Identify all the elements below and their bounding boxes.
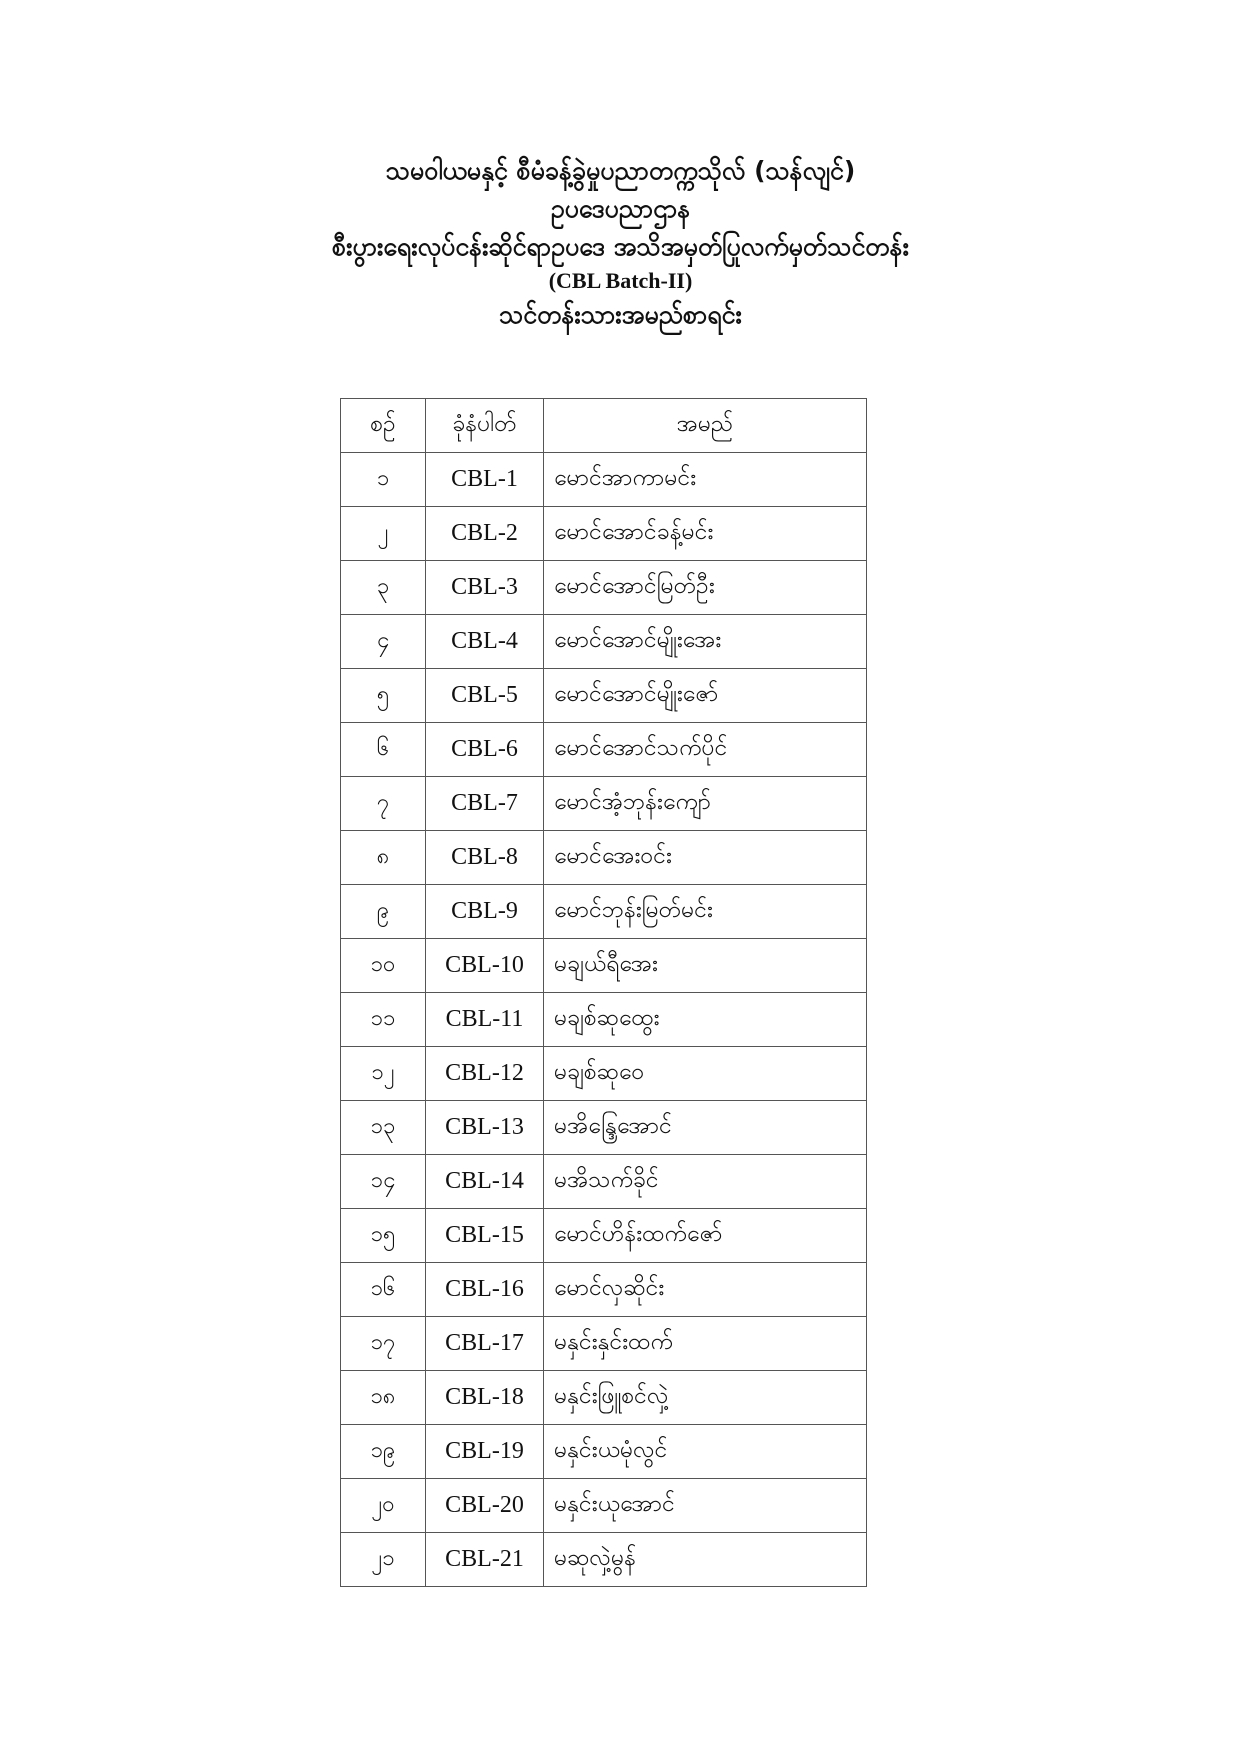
table-row [341,1479,867,1533]
table-row [341,1371,867,1425]
row-serial: ၄ [341,615,426,669]
university-name: သမဝါယမနှင့် စီမံခန့်ခွဲမှုပညာတက္ကသိုလ် (သန်လျင်) [385,156,856,185]
row-roll-number: CBL-12 [426,1047,544,1101]
row-student-name: မချစ်ဆုထွေး [544,993,867,1047]
column-header-serial: စဉ် [341,399,426,453]
row-serial: ၂၁ [341,1533,426,1587]
table-row [341,669,867,723]
row-serial: ၆ [341,723,426,777]
table-row [341,561,867,615]
row-student-name: မောင်လှဆိုင်း [544,1263,867,1317]
row-serial: ၁၁ [341,993,426,1047]
row-student-name: မောင်အံ့ဘုန်းကျော် [544,777,867,831]
row-roll-number: CBL-8 [426,831,544,885]
row-serial: ၁၇ [341,1317,426,1371]
table-row [341,1533,867,1587]
batch-label: (CBL Batch-II) [548,268,693,293]
row-roll-number: CBL-9 [426,885,544,939]
row-roll-number: CBL-1 [426,453,544,507]
row-student-name: မောင်အောင်မျိုးဇော် [544,669,867,723]
column-header-roll-number: ခုံနံပါတ် [426,399,544,453]
row-student-name: မောင်အောင်သက်ပိုင် [544,723,867,777]
row-student-name: မနှင်းယုအောင် [544,1479,867,1533]
row-student-name: မောင်အောင်မြတ်ဦး [544,561,867,615]
row-serial: ၂ [341,507,426,561]
table-row [341,831,867,885]
row-roll-number: CBL-21 [426,1533,544,1587]
row-roll-number: CBL-20 [426,1479,544,1533]
table-row [341,723,867,777]
table-row [341,993,867,1047]
row-student-name: မောင်အာကာမင်း [544,453,867,507]
row-student-name: မောင်အောင်ခန့်မင်း [544,507,867,561]
row-serial: ၁၄ [341,1155,426,1209]
row-student-name: မောင်အေးဝင်း [544,831,867,885]
table-row [341,1263,867,1317]
row-serial: ၁၂ [341,1047,426,1101]
row-roll-number: CBL-10 [426,939,544,993]
row-roll-number: CBL-2 [426,507,544,561]
row-roll-number: CBL-16 [426,1263,544,1317]
table-row [341,453,867,507]
row-roll-number: CBL-3 [426,561,544,615]
table-row [341,1101,867,1155]
row-serial: ၁၃ [341,1101,426,1155]
row-roll-number: CBL-11 [426,993,544,1047]
table-row [341,1425,867,1479]
table-row [341,1047,867,1101]
row-roll-number: CBL-17 [426,1317,544,1371]
table-header-row [341,399,867,453]
row-student-name: မဆုလှဲ့မွန် [544,1533,867,1587]
row-serial: ၉ [341,885,426,939]
document-header [0,152,1241,334]
row-serial: ၁၅ [341,1209,426,1263]
row-student-name: မနှင်းယမုံလွင် [544,1425,867,1479]
row-serial: ၁၆ [341,1263,426,1317]
row-roll-number: CBL-5 [426,669,544,723]
row-roll-number: CBL-6 [426,723,544,777]
table-row [341,1317,867,1371]
row-serial: ၅ [341,669,426,723]
table-row [341,615,867,669]
row-roll-number: CBL-18 [426,1371,544,1425]
row-roll-number: CBL-15 [426,1209,544,1263]
student-roster-table [340,398,867,1587]
table-row [341,885,867,939]
table-row [341,507,867,561]
row-student-name: မချစ်ဆုဝေ [544,1047,867,1101]
row-roll-number: CBL-7 [426,777,544,831]
row-serial: ၃ [341,561,426,615]
row-serial: ၁၉ [341,1425,426,1479]
table-row [341,777,867,831]
row-student-name: မအိသက်ခိုင် [544,1155,867,1209]
course-title: စီးပွားရေးလုပ်ငန်းဆိုင်ရာဥပဒေ အသိအမှတ်ပြုလက်မှတ်သင်တန်း [332,232,909,261]
row-student-name: မောင်အောင်မျိုးအေး [544,615,867,669]
row-serial: ၈ [341,831,426,885]
row-student-name: မောင်ဟိန်းထက်ဇော် [544,1209,867,1263]
column-header-name: အမည် [544,399,867,453]
row-serial: ၇ [341,777,426,831]
row-student-name: မနှင်းဖြူစင်လှဲ့ [544,1371,867,1425]
table-row [341,1155,867,1209]
row-serial: ၂၀ [341,1479,426,1533]
row-serial: ၁၈ [341,1371,426,1425]
row-roll-number: CBL-4 [426,615,544,669]
row-student-name: မနှင်းနှင်းထက် [544,1317,867,1371]
row-serial: ၁ [341,453,426,507]
table-row [341,939,867,993]
row-roll-number: CBL-14 [426,1155,544,1209]
row-student-name: မအိန္ဒြေအောင် [544,1101,867,1155]
department-name: ဥပဒေပညာဌာန [550,194,691,223]
row-serial: ၁၀ [341,939,426,993]
row-roll-number: CBL-19 [426,1425,544,1479]
row-roll-number: CBL-13 [426,1101,544,1155]
row-student-name: မချယ်ရီအေး [544,939,867,993]
row-student-name: မောင်ဘုန်းမြတ်မင်း [544,885,867,939]
list-title: သင်တန်းသားအမည်စာရင်း [499,300,742,329]
table-row [341,1209,867,1263]
